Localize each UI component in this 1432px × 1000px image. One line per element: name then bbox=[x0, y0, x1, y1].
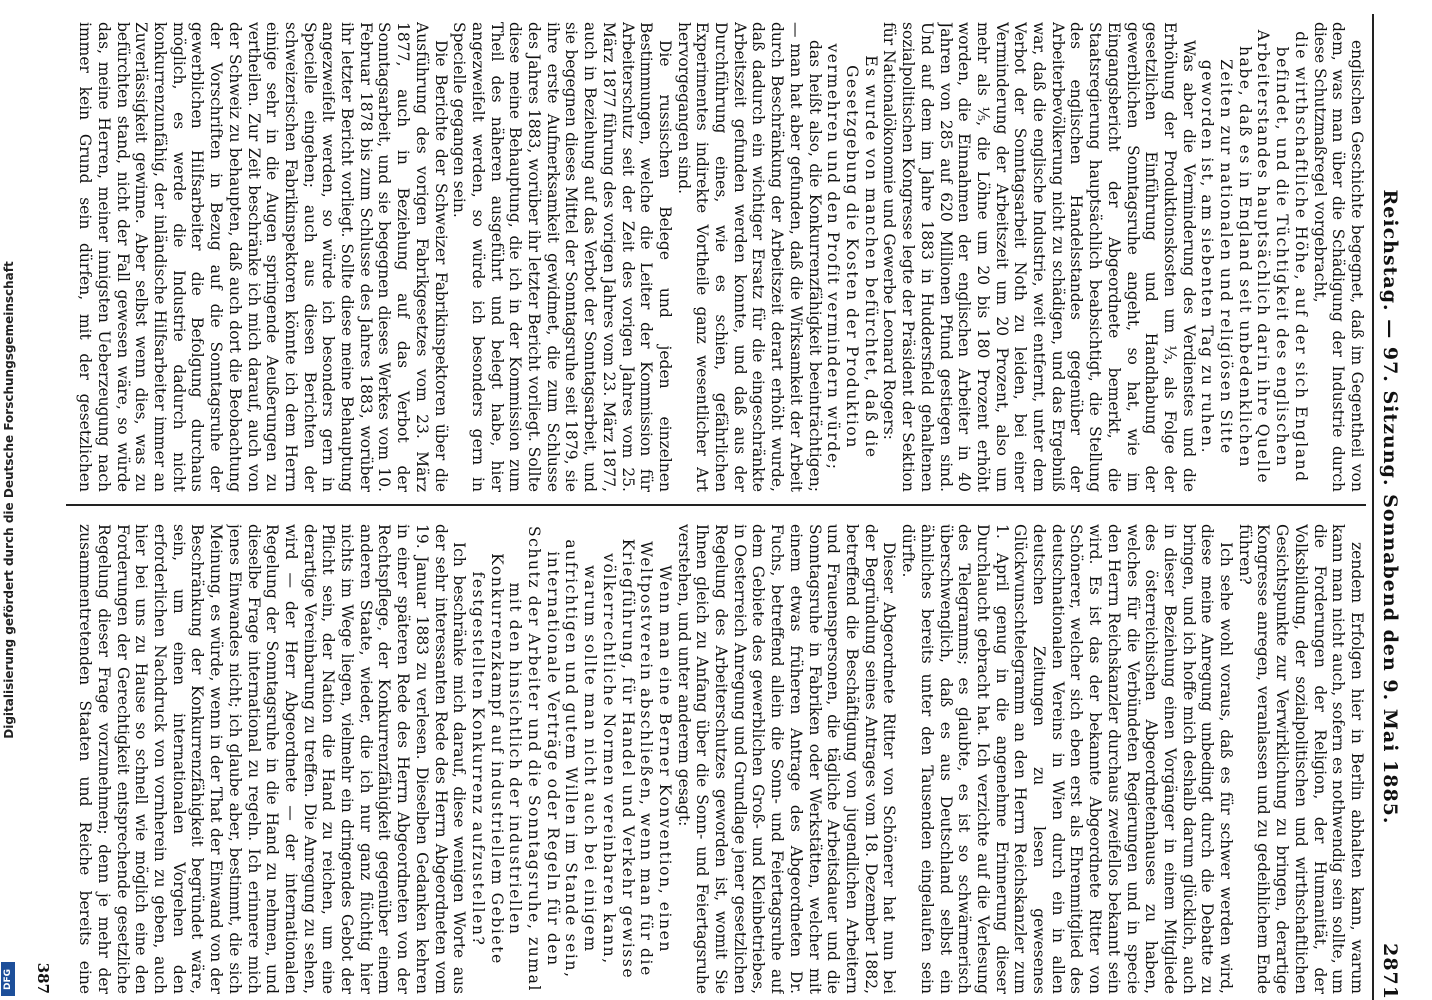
digitization-footer bbox=[0, 0, 18, 1000]
column-divider bbox=[66, 504, 1366, 506]
paragraph: Was aber die Verminderung des Verdienstes und die Erhöhung der Produktionskosten um ⅓, als Folge der gesetzlichen Einführung und Handhabung der gewerblichen Sonntagsruhe angeht, so hat, wie im Eingangsbericht der Abgeordnete bemerkt, die Staatsregierung hauptsächlich beabsichtigt, die Stellung des englischen Handelsstandes gegenüber der Arbeiterbevölkerung nicht zu schädigen, und das Ergebniß war, daß die englische Industrie, weit entfernt, unter dem Verbot der Sonntagsarbeit Noth zu leiden, bei einer Verminderung der Arbeitszeit um 20 Prozent, also um mehr als ⅕, die Löhne um 20 bis 180 Prozent erhöht worden, die Einnahmen der englischen Arbeiter in 40 Jahren von 285 auf 620 Millionen Pfund gestiegen sind. Und auf dem im Jahre 1883 in Huddersfield gehaltenen sozialpolitischen Kongresse legte der Präsident der Sektion für Nationalökonomie und Gewerbe Leonard Rogers: bbox=[880, 22, 1198, 492]
paragraph: das heißt also, die Konkurrenzfähigkeit beeinträchtigen; — man hat aber gefunden, daß die Wirksamkeit der Arbeit durch Beschränkung der Arbeitszeit derart erhöht wurde, daß dadurch ein wichtiger Ersatz für die eingeschränkte Arbeitszeit gefunden werden konnte, und daß aus der Durchführung eines, wie es schien, gefährlichen Experimentes indirekte Vortheile ganz wesentlicher Art hervorgegangen sind. bbox=[674, 22, 824, 492]
paragraph: englischen Geschichte begegnet, daß im Gegentheil von dem, was man über die Schädigung der Industrie durch diese Schutzmaßregel vorgebracht, bbox=[1310, 22, 1366, 492]
paragraph: zendem Erfolgen hier in Berlin abhalten kann, warum kann man nicht auch, sofern es nothwendig sein sollte, um die Forderungen der Religion, der Humanität, der Volksbildung, der sozialpolitischen und wirthschaftlichen Gesichtspunkte zur Verwirklichung zu bringen, derartige Kongresse anregen, veranlassen und zu gedeihlichem Ende führen? bbox=[1235, 524, 1366, 994]
paragraph: Die Berichte der Schweizer Fabrikinspektoren über die Ausführung des vorigen Fabrikgesetzes vom 23. März 1877, auch in Beziehung auf das Verbot der Sonntagsarbeit, und sie begegnen dieses Werkes vom 10. Februar 1878 bis zum Schlusse des Jahres 1883, worüber ihr letzter Bericht vorliegt. Sollte diese meine Behauptung angezweifelt werden, so würde ich besonders gern in Specielle eingehen; auch aus diesen Berichten der schweizerischen Fabrikinspektoren könnte ich dem Herrn einige sehr in die Augen springende Aeußerungen zu vertheilen. Zur Zeit beschränke ich mich darauf, auch von der Schweiz zu behaupten, daß auch dort die Beobachtung der Vorschriften in Bezug auf die Sonntagsruhe der gewerblichen Hilfsarbeiter die Befolgung durchaus möglich, es werde die Industrie dadurch nicht konkurrenzunfähig, der inländische Hilfsarbeiter immer an Zuverlässigkeit gewinne. Aber selbst wenn dies, was zu befürchten stand, nicht der Fall gewesen wäre, so würde das, meine Herren, meiner innigsten Ueberzeugung nach immer kein Grund sein dürfen, mit der gesetzlichen bbox=[76, 22, 450, 492]
paragraph: Ich sehe wohl voraus, daß es für schwer werden wird, diese meine Anregung unbedingt durch die Debatte zu bringen, und ich hoffe mich deshalb darum glücklich, auch in dieser Beziehung einen Vorgänger in einem Mitgliede des österreichischen Abgeordnetenhauses zu haben, welches für die Verbündeten Regierungen und in specie den Herrn Reichskanzler durchaus zweifellos bekannt sein wird. Es ist das der bekannte Abgeordnete Ritter von Schönerer, welcher sich eben erst als Ehrenmitglied des deutschnationalen Vereins in Wien durch ein in allen deutschen Zeitungen zu lesen gewesenes Glückwunschtelegramm an den Herrn Reichskanzler zum 1. April genug in die angenehme Erinnerung dieser Durchlaucht gebracht hat. Ich verzichte auf die Verlesung des Telegramms; es glaubte, es ist so schwärmerisch überschwenglich, daß es aus Deutschland selbst ein ähnliches bereits unter den Tausenden eingelaufen sein dürfte. bbox=[899, 524, 1236, 994]
quote-paragraph: die wirthschaftliche Höhe, auf der sich England befindet, und die Tüchtigkeit des englischen Arbeiterstandes hauptsächlich darin ihre Quelle habe, daß es in England seit unbedenklichen Zeiten zur nationalen und religiösen Sitte geworden ist, am siebenten Tag zu ruhen. bbox=[1198, 29, 1310, 485]
digitization-note: Digitalisierung gefördert durch die Deutsche Forschungsgemeinschaft bbox=[2, 261, 16, 739]
paragraph: Ich beschränke mich darauf, diese wenigen Worte aus der sehr interessanten Rede des Herrn Abgeordneten vom 19. Januar 1883 zu verlesen. Dieselben Gedanken kehren in einer späteren Rede des Herrn Abgeordneten von der Rechtspflege, der Konkurrenzfähigkeit gegenüber einem anderen Staate, wieder, die ich nur ganz flüchtig hier nichts im Wege liegen, vielmehr ein dringendes Gebot der Pflicht sein, der Nation die Hand zu reichen, um eine derartige Vereinbarung zu treffen. Die Anregung zu sehen, wird — der Herr Abgeordnete — der internationalen Regelung der Sonntagsruhe in die Hand zu nehmen, und dieselbe Frage international zu regeln. Ich erinnere mich jenes Einwandes nicht; ich glaube aber, bestimmt, die sich Meinung, es würde, wenn in der That der Einwand von der Beschränkung der Konkurrenzfähigkeit begründet wäre, sein, um einen internationalen Vorgehen den erforderlichen Nachdruck von vornherein zu geben, auch hier bei uns zu Hause so schnell wie möglich eine den Forderungen der Gerechtigkeit entsprechende gesetzliche Regelung dieser Frage vorzunehmen; denn je mehr der zusammentretenden Staaten und Reiche bereits eine bbox=[76, 524, 469, 994]
quote-paragraph: Wenn man eine Berner Konvention, einen Weltpostverein abschließen, wenn man für die Kriegführung, für Handel und Verkehr gewisse völkerrechtliche Normen vereinbaren kann, warum sollte man nicht auch bei einigem aufrichtigen und gutem Willen im Stande sein, internationale Verträge oder Regeln für den Schutz der Arbeiter und die Sonntagsruhe, zumal mit den hinsichtlich der industriellen Konkurrenzkampf auf industriellem Gebiete festgestellten Konkurrenz aufzustellen? bbox=[468, 525, 674, 993]
quote-paragraph: Es wurde von manchen befürchtet, daß die Gesetzgebung die Kosten der Produktion vermehren und den Profit vermindern würde; bbox=[824, 43, 880, 471]
page-reference: 387 bbox=[34, 962, 52, 994]
column-right bbox=[76, 524, 1366, 994]
column-left bbox=[76, 22, 1366, 492]
header-rule bbox=[1372, 14, 1374, 1000]
page-header bbox=[1378, 14, 1402, 1000]
paragraph: Die russischen Belege und jeden einzelnen Bestimmungen, welche die Leiter der Kommission für Arbeiterschutz seit der Zeit des vorigen Jahres vom 25. März 1877 führung des vorigen Jahres vom 23. März 1877, auch in Beziehung auf das Verbot der Sonntagsarbeit, und sie begegnen dieses Mittel der Sonntagsruhe seit 1879, sie ihre erste Aufmerksamkeit gewidmet, die zum Schlusse des Jahres 1883, worüber ihr letzter Bericht vorliegt. Sollte diese meine Behauptung, die ich in der Kommission zum Theil des näheren ausgeführt und belegt habe, hier angezweifelt werden, so würde ich besonders gern in Specielle gegangen sein. bbox=[450, 22, 674, 492]
scanned-page bbox=[26, 14, 1406, 1000]
dfg-logo: DFG bbox=[1, 962, 15, 996]
running-title: Reichstag. — 97. Sitzung. Sonnabend den 9. Mai 1885. bbox=[1379, 189, 1401, 825]
paragraph: Dieser Abgeordnete Ritter von Schönerer hat nun bei der Begründung seines Antrages vom 18. Dezember 1882, betreffend die Beschäftigung von jugendlichen Arbeitern und Frauenspersonen, die tägliche Arbeitsdauer und die Sonntagsruhe in Fabriken oder Werkstätten, welcher mit einem etwas früheren Antrage des Abgeordneten Dr. Fuchs, betreffend allein die Sonn- und Feiertagsruhe auf dem Gebiete des gewerblichen Groß- und Kleinbetriebes, in Oesterreich Anregung und Grundlage jener gesetzlichen Regelung des Arbeiterschutzes geworden ist, womit Sie Ihnen gleich zu Anfang über die Sonn- und Feiertagsruhe verstehen, und unter anderem gesagt: bbox=[674, 524, 899, 994]
page-number: 2871 bbox=[1379, 943, 1401, 1000]
